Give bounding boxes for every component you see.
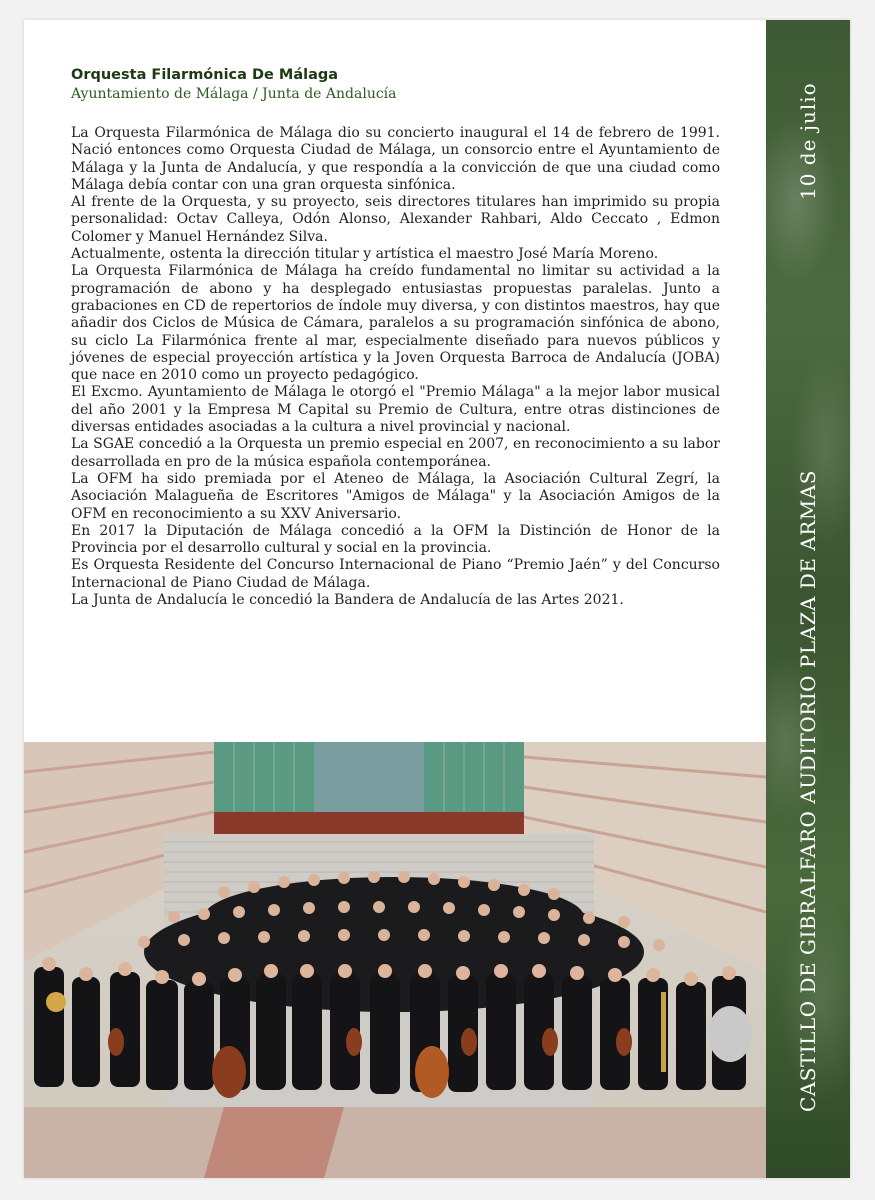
- text-panel: [24, 20, 766, 742]
- paragraph: En 2017 la Diputación de Málaga concedió a la OFM la Distinción de Honor de la Provincia por el desarrollo cultural y social en la provincia.: [71, 522, 720, 557]
- biography-text: [71, 125, 720, 609]
- orchestra-photo: [24, 742, 766, 1178]
- paragraph: Al frente de la Orquesta, y su proyecto, seis directores titulares han imprimido su propia personalidad: Octav Calleya, Odón Alonso, Alexander Rahbari, Aldo Ceccato , Edmon Colomer y Manuel Hernández Silva.: [71, 194, 720, 245]
- paragraph: La Junta de Andalucía le concedió la Bandera de Andalucía de las Artes 2021.: [71, 592, 624, 609]
- orchestra-title: Orquesta Filarmónica De Málaga: [71, 67, 339, 83]
- paragraph: La Orquesta Filarmónica de Málaga dio su concierto inaugural el 14 de febrero de 1991. Nació entonces como Orquesta Ciudad de Málaga, un consorcio entre el Ayuntamiento de Málaga y la Junta de Andalucía, y que respondía a la convicción de que una ciudad como Málaga debía contar con una gran orquesta sinfónica.: [71, 125, 720, 193]
- paragraph: La OFM ha sido premiada por el Ateneo de Málaga, la Asociación Cultural Zegrí, la Asociación Malagueña de Escritores "Amigos de Málaga" y la Asociación Amigos de la OFM en reconocimiento a su XXV Aniversario.: [71, 470, 720, 522]
- brochure-page: [24, 20, 850, 1178]
- orchestra-photo-illustration: [24, 742, 766, 1178]
- paragraph: La SGAE concedió a la Orquesta un premio especial en 2007, en reconocimiento a su labor desarrollada en pro de la música española contemporánea.: [71, 436, 720, 470]
- paragraph: Es Orquesta Residente del Concurso Internacional de Piano “Premio Jaén” y del Concurso Internacional de Piano Ciudad de Málaga.: [71, 557, 720, 591]
- orchestra-subtitle: Ayuntamiento de Málaga / Junta de Andalucía: [71, 86, 397, 102]
- concert-venue: CASTILLO DE GIBRALFARO AUDITORIO PLAZA DE ARMAS: [796, 470, 820, 1112]
- paragraph: El Excmo. Ayuntamiento de Málaga le otorgó el "Premio Málaga" a la mejor labor musical del año 2001 y la Empresa M Capital su Premio de Cultura, entre otras distinciones de diversas entidades asociadas a la cultura a nivel provincial y nacional.: [71, 384, 720, 436]
- paragraph: La Orquesta Filarmónica de Málaga ha creído fundamental no limitar su actividad a la programación de abono y ha desplegado entusiastas propuestas paralelas. Junto a grabaciones en CD de repertorios de índole muy diversa, y con distintos maestros, hay que añadir dos Ciclos de Música de Cámara, paralelos a su programación sinfónica de abono, su ciclo La Filarmónica frente al mar, especialmente diseñado para nuevos públicos y jóvenes de especial proyección artística y la Joven Orquesta Barroca de Andalucía (JOBA) que nace en 2010 como un proyecto pedagógico.: [71, 263, 720, 384]
- concert-date: 10 de julio: [796, 82, 820, 200]
- header: [71, 66, 397, 104]
- green-sidebar: [766, 20, 850, 1178]
- paragraph: Actualmente, ostenta la dirección titular y artística el maestro José María Moreno.: [71, 246, 659, 263]
